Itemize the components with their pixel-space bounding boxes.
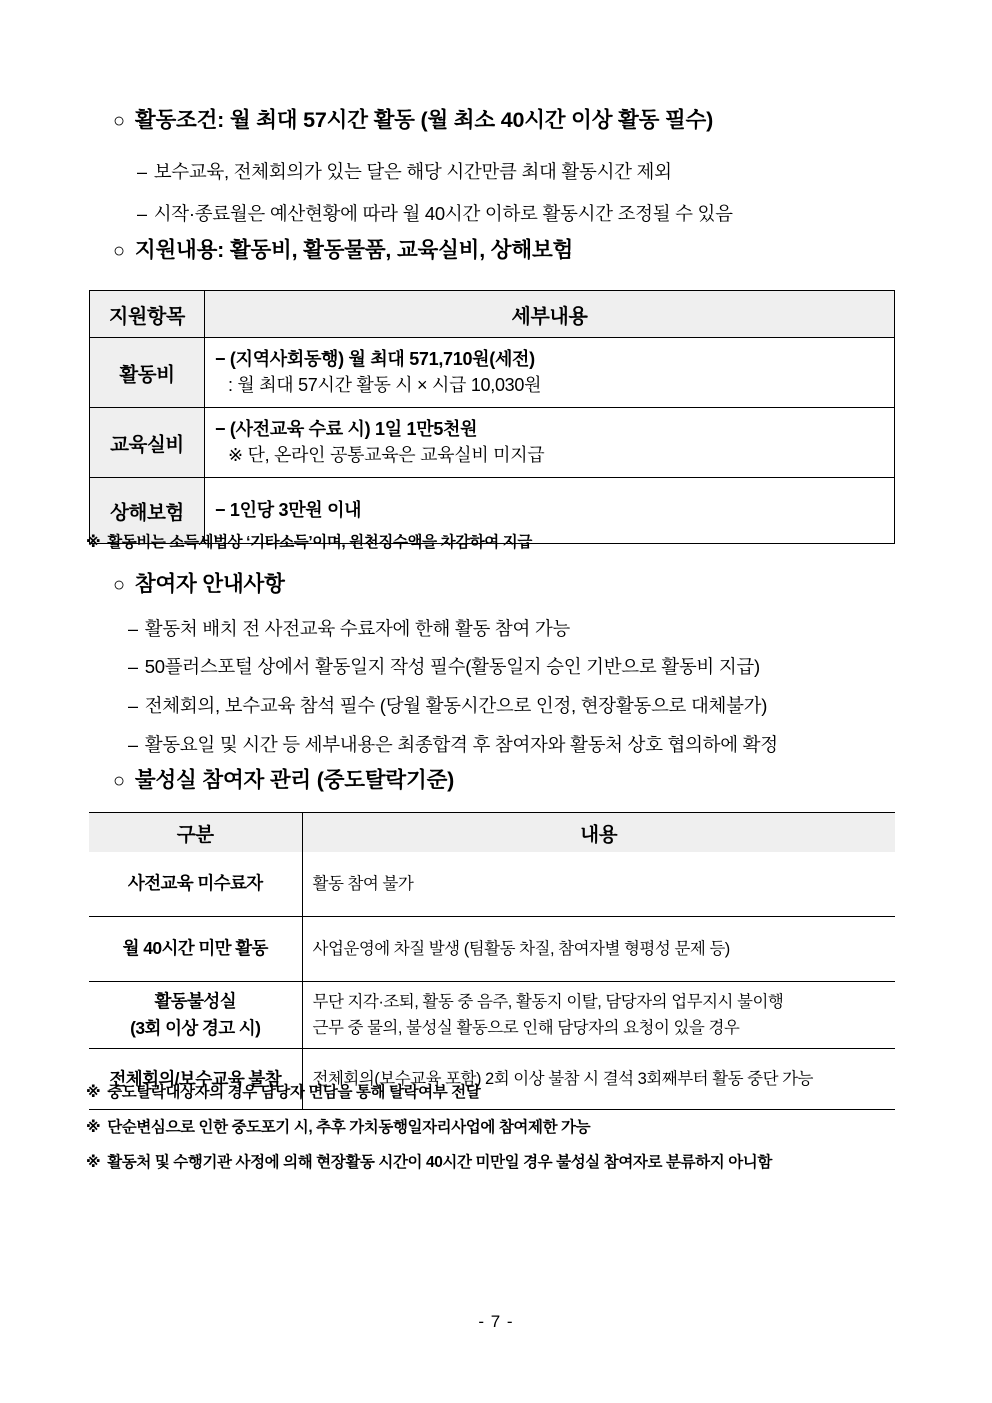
reference-mark-icon: ※	[86, 534, 101, 551]
bullet-item	[128, 620, 570, 639]
row-value-no-pretraining: 활동 참여 불가	[302, 852, 895, 917]
row-value-line-1: − 1인당 3만원 이내	[215, 500, 362, 521]
row-key-no-pretraining: 사전교육 미수료자	[89, 852, 302, 917]
column-header-category: 구분	[89, 813, 302, 853]
bullet-circle-icon: ○	[113, 770, 125, 792]
section-heading-text: 불성실 참여자 관리 (중도탈락기준)	[134, 768, 455, 792]
row-value-insincere-activity	[302, 982, 895, 1049]
footnote-text: 단순변심으로 인한 중도포기 시, 추후 가치동행일자리사업에 참여제한 가능	[107, 1119, 591, 1136]
footnote	[86, 1155, 772, 1171]
bullet-item	[128, 658, 760, 677]
row-key-activity-fee: 활동비	[90, 338, 205, 408]
reference-mark-icon: ※	[86, 1119, 101, 1136]
bullet-item	[128, 736, 778, 755]
section-heading-dropout-management	[113, 770, 454, 792]
bullet-circle-icon: ○	[113, 574, 125, 596]
bullet-item-text: 시작·종료월은 예산현황에 따라 월 40시간 이하로 활동시간 조정될 수 있음	[153, 203, 733, 224]
footnote-text: 중도탈락대상자의 경우 담당자 면담을 통해 탈락여부 전달	[107, 1084, 481, 1101]
section-heading-activity-conditions	[113, 110, 713, 132]
row-value-line-2: ※ 단, 온라인 공통교육은 교육실비 미지급	[228, 445, 545, 466]
section-heading-text: 참여자 안내사항	[134, 572, 285, 596]
row-key-accident-insurance: 상해보험	[90, 478, 205, 544]
support-items-table	[89, 290, 895, 544]
table-header-row	[90, 291, 895, 338]
table-row	[89, 917, 895, 982]
table-row	[90, 338, 895, 408]
row-value-line-2: 근무 중 물의, 불성실 활동으로 인해 담당자의 요청이 있을 경우	[312, 1019, 740, 1038]
table-row	[89, 982, 895, 1049]
row-value-meeting-absence: 전체회의(보수교육 포함) 2회 이상 불참 시 결석 3회째부터 활동 중단 가능	[312, 1070, 813, 1089]
row-key-meeting-absence: 전체회의/보수교육 불참	[89, 1049, 302, 1110]
bullet-item	[137, 163, 672, 182]
table-row	[89, 852, 895, 917]
bullet-item-text: 활동요일 및 시간 등 세부내용은 최종합격 후 참여자와 활동처 상호 협의하에 확정	[144, 734, 778, 755]
table-row	[90, 408, 895, 478]
row-key-insincere-activity	[89, 982, 302, 1049]
support-table-note	[86, 535, 532, 551]
bullet-item	[137, 205, 733, 224]
section-heading-text: 지원내용: 활동비, 활동물품, 교육실비, 상해보험	[134, 238, 574, 262]
column-header-detail: 세부내용	[205, 291, 895, 338]
dash-marker-icon: –	[137, 162, 147, 182]
column-header-content: 내용	[302, 813, 895, 853]
page-number: - 7 -	[478, 1312, 514, 1331]
row-value-line-1: − (지역사회동행) 월 최대 571,710원(세전)	[215, 349, 535, 369]
row-value-education-expense	[205, 408, 895, 478]
footnote	[86, 1085, 480, 1101]
row-value-activity-fee	[205, 338, 895, 408]
row-key-under-40-hours: 월 40시간 미만 활동	[89, 917, 302, 982]
dash-marker-icon: –	[128, 657, 138, 677]
support-table-note-text: 활동비는 소득세법상 ‘기타소득’이며, 원천징수액을 차감하여 지급	[107, 534, 532, 551]
section-heading-support-details	[113, 240, 573, 262]
section-heading-participant-notice	[113, 574, 285, 596]
row-key-line-1: 활동불성실	[154, 991, 237, 1011]
bullet-circle-icon: ○	[113, 110, 125, 132]
footnote-text: 활동처 및 수행기관 사정에 의해 현장활동 시간이 40시간 미만일 경우 불성실 참여자로 분류하지 아니함	[107, 1154, 772, 1171]
reference-mark-icon: ※	[86, 1154, 101, 1171]
footnote	[86, 1120, 590, 1136]
bullet-item	[128, 697, 767, 716]
row-key-education-expense: 교육실비	[90, 408, 205, 478]
dash-marker-icon: –	[137, 204, 147, 224]
row-value-line-1: 무단 지각·조퇴, 활동 중 음주, 활동지 이탈, 담당자의 업무지시 불이행	[312, 992, 784, 1011]
bullet-item-text: 활동처 배치 전 사전교육 수료자에 한해 활동 참여 가능	[144, 618, 571, 639]
section-heading-text: 활동조건: 월 최대 57시간 활동 (월 최소 40시간 이상 활동 필수)	[134, 108, 714, 132]
reference-mark-icon: ※	[86, 1084, 101, 1101]
row-value-line-1: − (사전교육 수료 시) 1일 1만5천원	[215, 419, 478, 440]
bullet-circle-icon: ○	[113, 240, 125, 262]
column-header-support-item: 지원항목	[90, 291, 205, 338]
row-value-line-2: : 월 최대 57시간 활동 시 × 시급 10,030원	[228, 375, 542, 396]
row-value-under-40-hours: 사업운영에 차질 발생 (팀활동 차질, 참여자별 형평성 문제 등)	[302, 917, 895, 982]
dash-marker-icon: –	[128, 735, 138, 755]
dash-marker-icon: –	[128, 619, 138, 639]
dash-marker-icon: –	[128, 696, 138, 716]
table-header-row	[89, 813, 895, 853]
bullet-item-text: 전체회의, 보수교육 참석 필수 (당월 활동시간으로 인정, 현장활동으로 대체불가)	[144, 695, 768, 716]
bullet-item-text: 50플러스포털 상에서 활동일지 작성 필수(활동일지 승인 기반으로 활동비 지급)	[144, 656, 760, 677]
dropout-criteria-table	[89, 812, 895, 1110]
row-key-line-2: (3회 이상 경고 시)	[130, 1018, 261, 1039]
bullet-item-text: 보수교육, 전체회의가 있는 달은 해당 시간만큼 최대 활동시간 제외	[153, 161, 672, 182]
